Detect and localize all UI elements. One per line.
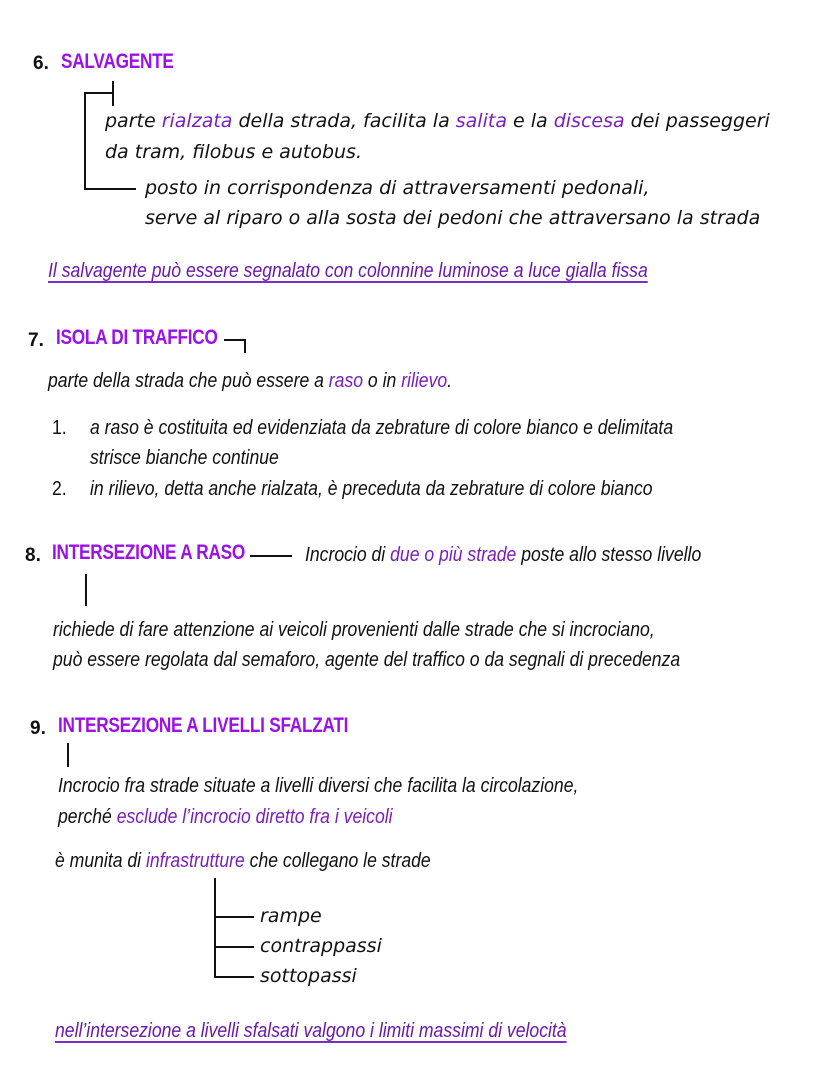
definition [105,106,770,136]
tree-branch-line [214,916,254,918]
text: parte della strada che può essere a [48,370,329,392]
definition-line2: da tram, filobus e autobus. [105,141,362,163]
tree-branch-line [214,976,254,978]
detail-line1: richiede di fare attenzione ai veicoli provenienti dalle strade che si incrociano, [53,619,655,641]
list-item: a raso è costituita ed evidenziata da zebrature di colore bianco e delimitata [90,417,674,439]
bracket-line [84,92,86,189]
branch-item: sottopassi [260,965,357,987]
section-title: INTERSEZIONE A LIVELLI SFALZATI [58,714,349,737]
tree-trunk-line [214,878,216,977]
bracket-line [84,92,113,94]
bracket-line [84,188,136,190]
text: o in [363,370,402,392]
section-number: 7. [28,330,44,351]
list-marker: 1. [52,417,67,439]
connector-line [250,555,292,557]
infrastructure-line [55,846,431,876]
connector-line [67,743,69,767]
text: Incrocio di [305,544,391,566]
text: dei passeggeri [624,110,770,132]
detail-line2: può essere regolata dal semaforo, agente del traffico o da segnali di precedenza [53,649,681,671]
branch-item: rampe [260,905,322,927]
list-item: in rilievo, detta anche rialzata, è preceduta da zebrature di colore bianco [90,478,653,500]
section-number: 6. [33,53,49,74]
text: poste allo stesso livello [516,544,702,566]
text: che collegano le strade [244,850,431,872]
keyword: rilievo [401,370,448,392]
definition-line2 [58,802,393,832]
underlined-note: Il salvagente può essere segnalato con colonnine luminose a luce gialla fissa [48,260,648,282]
section-number: 9. [30,718,46,739]
keyword: discesa [553,110,625,132]
text: è munita di [55,850,146,872]
bracket-line [224,339,246,341]
section-title: ISOLA DI TRAFFICO [56,326,218,349]
branch-item: contrappassi [260,935,382,957]
text: parte [105,110,162,132]
text: e la [506,110,554,132]
text: perché [58,806,117,828]
definition [48,366,452,396]
underlined-note: nell’intersezione a livelli sfalsati valgono i limiti massimi di velocità [55,1020,567,1042]
sub-note-line1: posto in corrispondenza di attraversamenti pedonali, [145,177,650,199]
keyword: salita [455,110,507,132]
section-title: INTERSEZIONE A RASO [52,541,246,564]
section-title: SALVAGENTE [61,50,174,73]
text: della strada, facilita la [232,110,456,132]
keyword: due o più strade [390,544,517,566]
sub-note-line2: serve al riparo o alla sosta dei pedoni che attraversano la strada [145,207,761,229]
keyword: esclude l’incrocio diretto fra i veicoli [116,806,393,828]
definition-line1: Incrocio fra strade situate a livelli diversi che facilita la circolazione, [58,775,579,797]
connector-line [85,574,87,606]
keyword: rialzata [161,110,233,132]
list-marker: 2. [52,478,67,500]
section-number: 8. [25,545,41,566]
list-item-cont: strisce bianche continue [90,447,279,469]
tree-branch-line [214,946,254,948]
definition [305,540,701,570]
text: . [447,370,453,392]
keyword: raso [328,370,364,392]
keyword: infrastrutture [145,850,245,872]
bracket-line [244,339,246,353]
